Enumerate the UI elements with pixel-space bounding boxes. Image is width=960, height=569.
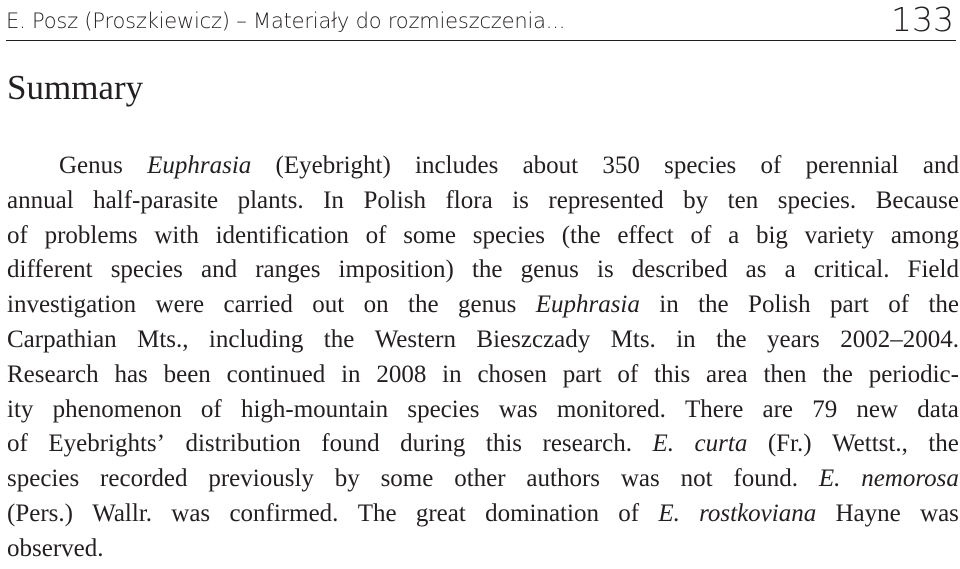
italic-word: curta — [694, 430, 748, 458]
word: the — [408, 291, 439, 319]
word: Western — [374, 325, 456, 353]
word: previously — [208, 465, 314, 493]
word: 2008 — [376, 360, 427, 388]
word: There — [685, 395, 744, 423]
word: are — [762, 395, 794, 423]
word: problems — [44, 221, 138, 249]
text-line — [7, 462, 959, 497]
word: was — [498, 395, 538, 423]
word: critical. — [813, 256, 890, 284]
word: great — [415, 499, 466, 527]
word: then — [763, 360, 807, 388]
word: big — [755, 221, 788, 249]
word: imposition) — [338, 256, 454, 284]
word: The — [357, 499, 397, 527]
word: the — [471, 256, 503, 284]
word: perennial — [805, 152, 899, 179]
word: genus — [457, 291, 517, 319]
word: genus — [520, 256, 579, 284]
word: chosen — [477, 360, 547, 388]
word: ten — [727, 186, 759, 214]
word: of — [617, 360, 639, 388]
word: some — [380, 465, 434, 493]
word: a — [728, 221, 740, 249]
word: 79 — [812, 395, 838, 423]
word: periodic- — [868, 360, 959, 388]
word: is — [512, 186, 529, 214]
word: in — [676, 325, 696, 353]
word: observed. — [7, 534, 104, 562]
word: 2002–2004. — [840, 325, 959, 353]
word: during — [400, 430, 466, 458]
word: the — [716, 325, 747, 353]
word: of — [618, 499, 640, 527]
word: Eyebrights’ — [48, 430, 165, 458]
word: ranges — [255, 256, 321, 284]
word: species — [664, 152, 737, 179]
word: Bieszczady — [476, 325, 591, 353]
word: species — [407, 395, 480, 423]
word: represented — [548, 186, 664, 214]
word: and — [201, 256, 238, 284]
word: includes — [415, 152, 499, 179]
text-line — [7, 497, 959, 532]
word: data — [917, 395, 959, 423]
italic-word: Euphrasia — [535, 291, 640, 319]
word: found. — [733, 465, 798, 493]
word: was — [620, 465, 660, 493]
word: of — [888, 291, 910, 319]
word: of — [690, 221, 712, 249]
word: monitored. — [556, 395, 666, 423]
word: the — [928, 430, 959, 458]
word: part — [562, 360, 602, 388]
word: variety — [804, 221, 875, 249]
word: by — [683, 186, 709, 214]
word: (Fr.) — [767, 430, 812, 458]
text-line — [7, 219, 959, 254]
word: the — [698, 291, 729, 319]
word: Wallr. — [92, 499, 153, 527]
word: investigation — [7, 291, 137, 319]
word: species. — [777, 186, 857, 214]
word: carried — [223, 291, 293, 319]
word: of — [7, 430, 28, 458]
word: research. — [542, 430, 633, 458]
word: domination — [485, 499, 599, 527]
page-number: 133 — [891, 0, 954, 39]
word: flora — [445, 186, 493, 214]
word: in — [659, 291, 679, 319]
text-line — [7, 184, 959, 219]
word: including — [208, 325, 304, 353]
word: area — [706, 360, 748, 388]
word: some — [403, 221, 456, 249]
text-line — [7, 393, 959, 428]
word: of — [365, 221, 387, 249]
italic-word: E. — [658, 499, 680, 527]
word: effect — [617, 221, 674, 249]
word: new — [856, 395, 899, 423]
word: Polish — [363, 186, 426, 214]
word: of — [7, 221, 28, 249]
word: the — [928, 291, 959, 319]
italic-word: rostkoviana — [699, 499, 817, 527]
word: Because — [875, 186, 959, 214]
word: not — [680, 465, 713, 493]
word: half-parasite — [93, 186, 219, 214]
word: other — [454, 465, 506, 493]
word: Genus — [59, 152, 123, 179]
word: (Pers.) — [7, 499, 73, 527]
word: (the — [561, 221, 601, 249]
word: in — [341, 360, 361, 388]
running-head — [6, 0, 956, 41]
word: Hayne — [835, 499, 901, 527]
text-line — [7, 323, 959, 358]
word: with — [154, 221, 199, 249]
word: (Eyebright) — [275, 152, 391, 179]
section-title: Summary — [7, 68, 144, 107]
word: as — [745, 256, 767, 284]
word: been — [163, 360, 211, 388]
italic-word: nemorosa — [861, 465, 959, 493]
word: this — [654, 360, 691, 388]
word: annual — [7, 186, 74, 214]
word: and — [922, 152, 959, 179]
word: authors — [526, 465, 601, 493]
word: identification — [215, 221, 349, 249]
text-line — [7, 149, 959, 184]
word: continued — [226, 360, 326, 388]
word: confirmed. — [229, 499, 339, 527]
word: this — [485, 430, 522, 458]
word: described — [631, 256, 728, 284]
word: In — [323, 186, 344, 214]
word: Mts., — [137, 325, 189, 353]
word: different — [7, 256, 93, 284]
word: of — [760, 152, 782, 179]
text-line — [7, 532, 959, 567]
word: has — [114, 360, 148, 388]
word: on — [363, 291, 389, 319]
word: Field — [907, 256, 959, 284]
word: species — [110, 256, 183, 284]
word: the — [822, 360, 853, 388]
text-line — [7, 358, 959, 393]
word: was — [920, 499, 959, 527]
word: years — [767, 325, 820, 353]
italic-word: E. — [652, 430, 675, 458]
word: Mts. — [610, 325, 656, 353]
word: the — [323, 325, 355, 353]
word: a — [784, 256, 796, 284]
italic-word: E. — [818, 465, 841, 493]
word: species — [472, 221, 545, 249]
word: found — [321, 430, 380, 458]
summary-paragraph — [7, 149, 959, 567]
word: were — [155, 291, 205, 319]
word: phenomenon — [52, 395, 182, 423]
word: 350 — [602, 152, 640, 179]
word: in — [442, 360, 462, 388]
word: was — [171, 499, 211, 527]
italic-word: Euphrasia — [147, 152, 252, 179]
word: among — [890, 221, 959, 249]
word: of — [200, 395, 222, 423]
word: plants. — [237, 186, 304, 214]
word: recorded — [100, 465, 188, 493]
text-line — [7, 253, 959, 288]
word: distribution — [185, 430, 301, 458]
word: high-mountain — [240, 395, 389, 423]
word: is — [597, 256, 614, 284]
text-line — [7, 288, 959, 323]
word: species — [7, 465, 80, 493]
word: part — [829, 291, 869, 319]
word: Wettst., — [832, 430, 908, 458]
word: Carpathian — [7, 325, 117, 353]
running-head-title: E. Posz (Proszkiewicz) – Materiały do rozmieszczenia... — [6, 9, 566, 33]
word: ity — [7, 395, 34, 423]
word: about — [522, 152, 579, 179]
text-line — [7, 427, 959, 462]
word: Polish — [748, 291, 811, 319]
word: by — [334, 465, 360, 493]
word: out — [312, 291, 345, 319]
word: Research — [7, 360, 99, 388]
